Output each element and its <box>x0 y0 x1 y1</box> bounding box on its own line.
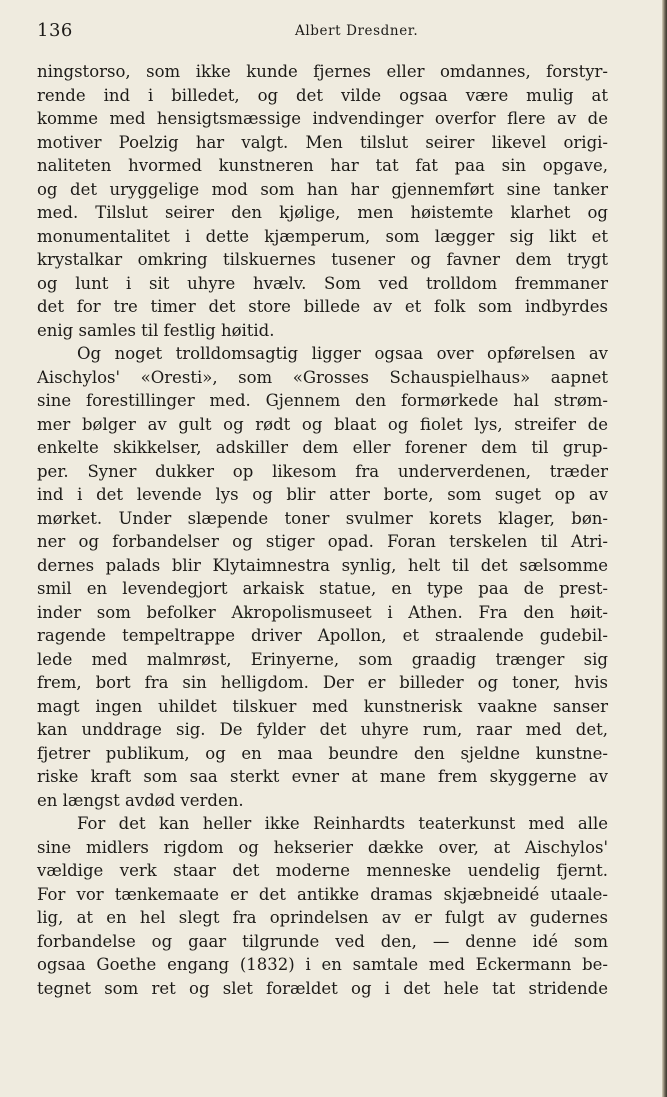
text-line: dernes palads blir Klytaimnestra synlig, helt til det sælsomme <box>37 555 608 575</box>
text-line: mørket. Under slæpende toner svulmer korets klager, bøn- <box>37 508 608 528</box>
text-line: fjetrer publikum, og en maa beundre den sjeldne kunstne- <box>37 743 608 763</box>
paragraph-end-line: en længst avdød verden. <box>37 790 244 810</box>
body-text <box>37 60 608 1000</box>
text-line: ner og forbandelser og stiger opad. Foran terskelen til Atri- <box>37 532 608 551</box>
page-edge-shadow <box>662 0 667 1097</box>
page-number: 136 <box>37 20 73 41</box>
text-line: mer bølger av gult og rødt og blaat og fiolet lys, streifer de <box>37 414 608 434</box>
paragraph-end-line: enig samles til festlig høitid. <box>37 320 275 340</box>
text-line: og lunt i sit uhyre hvælv. Som ved trolldom fremmaner <box>37 273 608 293</box>
text-line: per. Syner dukker op likesom fra underverdenen, træder <box>37 461 608 481</box>
text-line: vældige verk staar det moderne menneske uendelig fjernt. <box>37 861 608 880</box>
text-line: riske kraft som saa sterkt evner at mane frem skyggerne av <box>37 767 608 786</box>
text-line: lig, at en hel slegt fra oprindelsen av er fulgt av gudernes <box>37 908 608 927</box>
text-line: motiver Poelzig har valgt. Men tilslut seirer likevel origi- <box>37 132 608 152</box>
text-line: monumentalitet i dette kjæmperum, som lægger sig likt et <box>37 226 608 246</box>
text-line: sine forestillinger med. Gjennem den formørkede hal strøm- <box>37 391 608 410</box>
text-line: naliteten hvormed kunstneren har tat fat paa sin opgave, <box>37 156 608 175</box>
text-line: krystalkar omkring tilskuernes tusener og favner dem trygt <box>37 250 608 269</box>
text-line: kan unddrage sig. De fylder det uhyre rum, raar med det, <box>37 720 608 739</box>
text-line: ningstorso, som ikke kunde fjernes eller omdannes, forstyr- <box>37 62 608 81</box>
text-line: rende ind i billedet, og det vilde ogsaa være mulig at <box>37 85 608 105</box>
text-line: tegnet som ret og slet forældet og i det hele tat stridende <box>37 978 608 998</box>
text-line: inder som befolker Akropolismuseet i Athen. Fra den høit- <box>37 602 608 622</box>
text-line: smil en levendegjort arkaisk statue, en type paa de prest- <box>37 579 608 598</box>
text-line: sine midlers rigdom og hekserier dække over, at Aischylos' <box>37 837 608 857</box>
text-line: ogsaa Goethe engang (1832) i en samtale med Eckermann be- <box>37 955 608 974</box>
text-line: frem, bort fra sin helligdom. Der er billeder og toner, hvis <box>37 673 608 692</box>
text-line: lede med malmrøst, Erinyerne, som graadig trænger sig <box>37 649 608 669</box>
text-line: ind i det levende lys og blir atter borte, som suget op av <box>37 485 608 504</box>
text-line: ragende tempeltrappe driver Apollon, et straalende gudebil- <box>37 626 608 645</box>
paragraph-start-line: Og noget trolldomsagtig ligger ogsaa over opførelsen av <box>77 344 608 363</box>
text-line: det for tre timer det store billede av et folk som indbyrdes <box>37 297 608 316</box>
text-line: magt ingen uhildet tilskuer med kunstnerisk vaakne sanser <box>37 696 608 716</box>
paragraph-start-line: For det kan heller ikke Reinhardts teaterkunst med alle <box>77 814 608 833</box>
text-line: enkelte skikkelser, adskiller dem eller forener dem til grup- <box>37 438 608 457</box>
text-line: forbandelse og gaar tilgrunde ved den, — denne idé som <box>37 931 608 951</box>
text-line: Aischylos' «Oresti», som «Grosses Schauspielhaus» aapnet <box>37 367 608 387</box>
text-line: med. Tilslut seirer den kjølige, men høistemte klarhet og <box>37 203 608 222</box>
running-head: Albert Dresdner. <box>295 23 419 39</box>
text-line: og det uryggelige mod som han har gjennemført sine tanker <box>37 179 608 199</box>
page-header <box>37 20 608 44</box>
text-line: komme med hensigtsmæssige indvendinger overfor flere av de <box>37 109 608 128</box>
text-line: For vor tænkemaate er det antikke dramas skjæbneidé utaale- <box>37 884 608 904</box>
